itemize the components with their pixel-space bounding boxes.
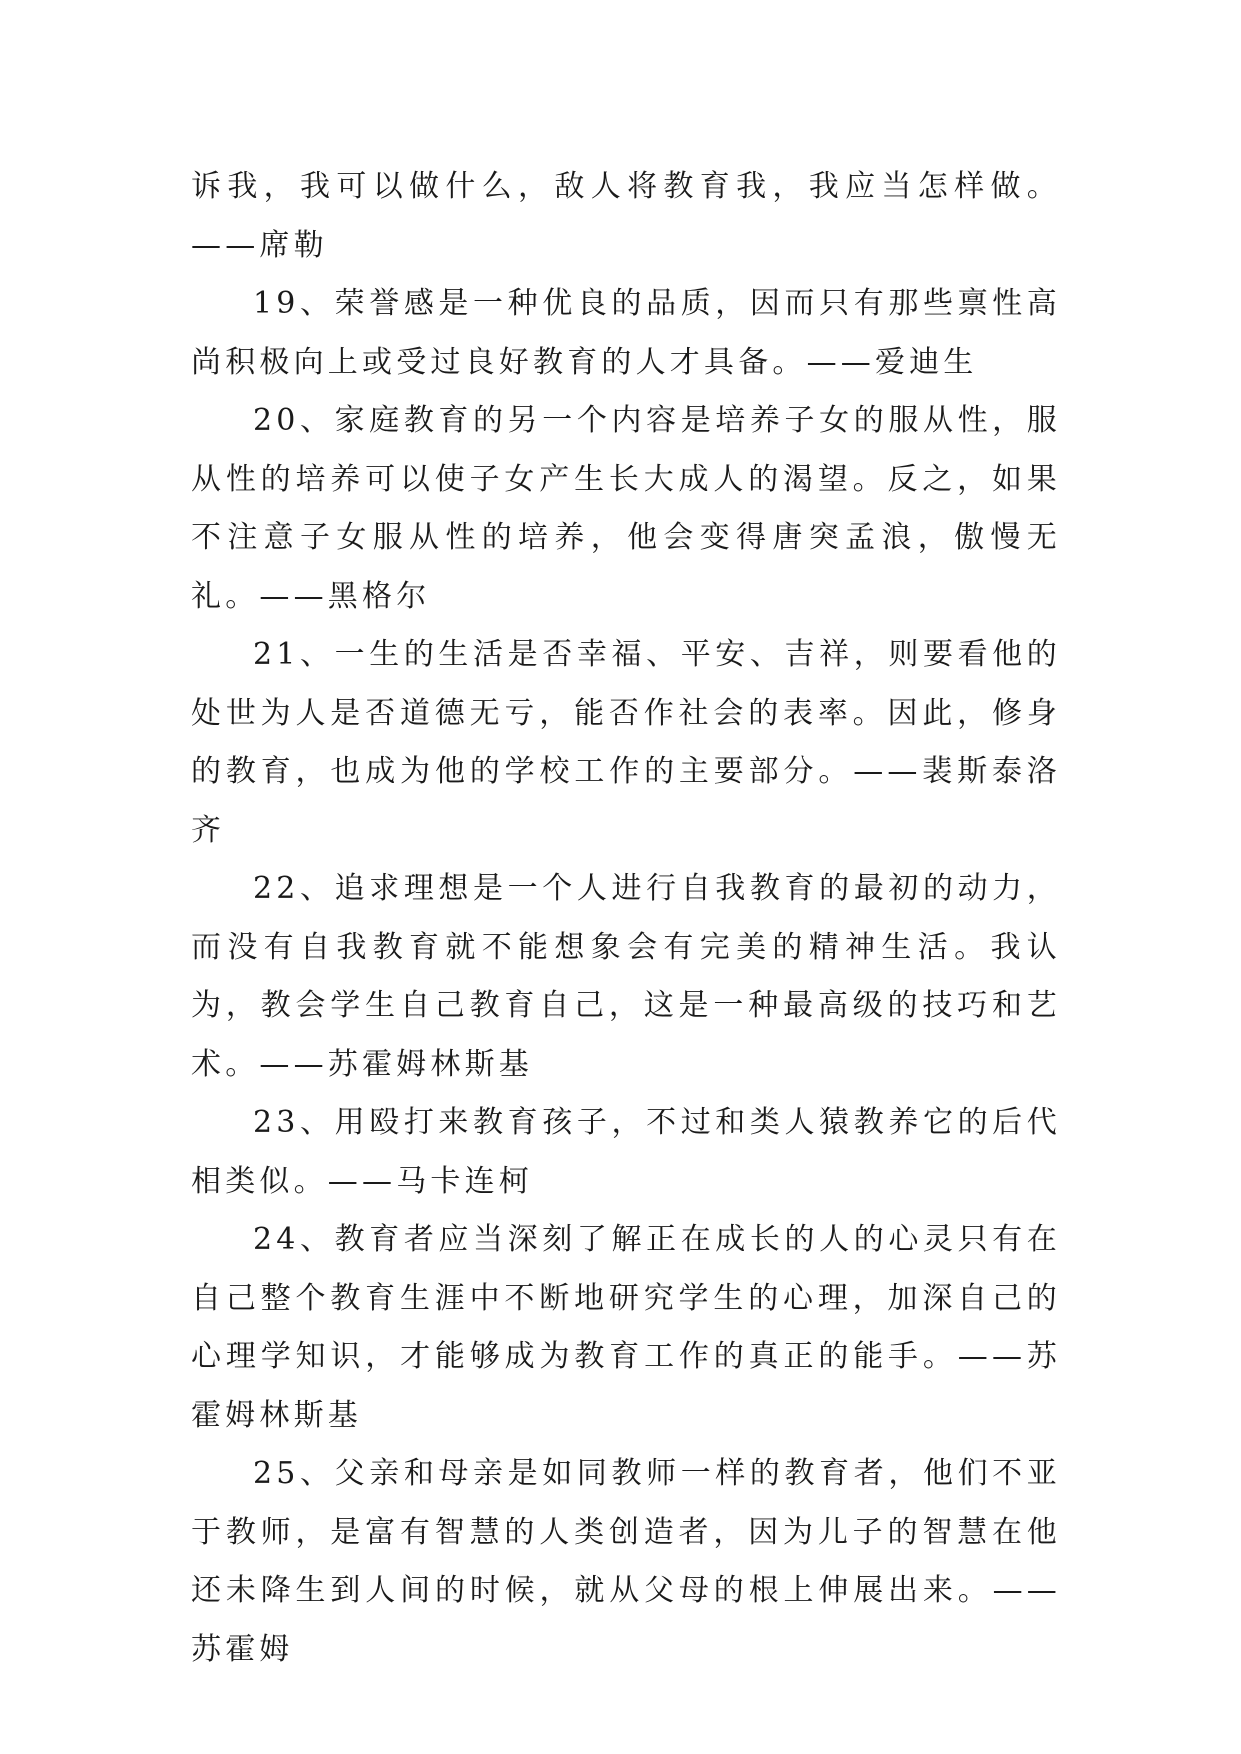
paragraph-quote-21: 21、一生的生活是否幸福、平安、吉祥，则要看他的处世为人是否道德无亏，能否作社会的表率。因此，修身的教育，也成为他的学校工作的主要部分。——裴斯泰洛齐 [191, 637, 1061, 848]
paragraph-quote-22: 22、追求理想是一个人进行自我教育的最初的动力，而没有自我教育就不能想象会有完美的精神生活。我认为，教会学生自己教育自己，这是一种最高级的技巧和艺术。——苏霍姆林斯基 [191, 871, 1061, 1082]
paragraph-quote-24: 24、教育者应当深刻了解正在成长的人的心灵只有在自己整个教育生涯中不断地研究学生的心理，加深自己的心理学知识，才能够成为教育工作的真正的能手。——苏霍姆林斯基 [191, 1222, 1061, 1433]
document-body [191, 158, 1061, 1679]
paragraph-continuation: 诉我，我可以做什么，敌人将教育我，我应当怎样做。——席勒 [191, 169, 1061, 263]
paragraph-quote-25: 25、父亲和母亲是如同教师一样的教育者，他们不亚于教师，是富有智慧的人类创造者，因为儿子的智慧在他还未降生到人间的时候，就从父母的根上伸展出来。——苏霍姆 [191, 1456, 1061, 1667]
paragraph-quote-20: 20、家庭教育的另一个内容是培养子女的服从性，服从性的培养可以使子女产生长大成人的渴望。反之，如果不注意子女服从性的培养，他会变得唐突孟浪，傲慢无礼。——黑格尔 [191, 403, 1061, 614]
paragraph-quote-23: 23、用殴打来教育孩子，不过和类人猿教养它的后代相类似。——马卡连柯 [191, 1105, 1061, 1199]
paragraph-quote-19: 19、荣誉感是一种优良的品质，因而只有那些禀性高尚积极向上或受过良好教育的人才具备。——爱迪生 [191, 286, 1061, 380]
